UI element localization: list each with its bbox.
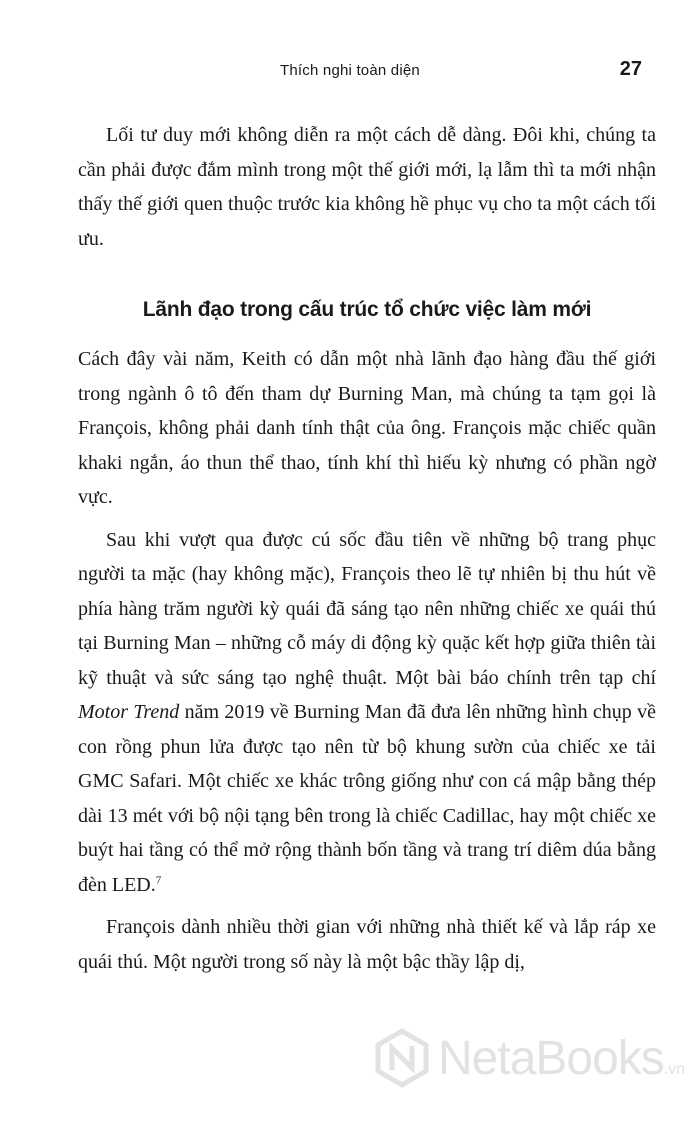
body-paragraph-2-text-b: năm 2019 về Burning Man đã đưa lên những hình chụp về con rồng phun lửa được tạo nên từ bộ khung sườn của chiếc xe tải GMC Safari. Một chiếc xe khác trông giống như con cá mập bằng thép dài 13 mét với bộ nội tạng bên trong là chiếc Cadillac, hay một chiếc xe buýt hai tầng có thể mở rộng thành bốn tầng và trang trí diêm dúa bằng đèn LED. <box>78 701 656 896</box>
body-paragraph-1: Cách đây vài năm, Keith có dẫn một nhà lãnh đạo hàng đầu thế giới trong ngành ô tô đến tham dự Burning Man, mà chúng ta tạm gọi là François, không phải danh tính thật của ông. François mặc chiếc quần khaki ngắn, áo thun thể thao, tính khí thì hiếu kỳ nhưng có phần ngờ vực. <box>78 348 656 508</box>
running-title: Thích nghi toàn diện <box>280 62 420 79</box>
page-header <box>0 58 700 88</box>
footnote-marker: 7 <box>155 873 162 886</box>
body-paragraph-3: François dành nhiều thời gian với những nhà thiết kế và lắp ráp xe quái thú. Một người trong số này là một bậc thầy lập dị, <box>78 916 656 973</box>
page-number: 27 <box>619 58 642 80</box>
watermark <box>372 1018 692 1098</box>
netabooks-logo-icon <box>372 1028 432 1088</box>
intro-paragraph: Lối tư duy mới không diễn ra một cách dễ dàng. Đôi khi, chúng ta cần phải được đắm mình trong một thế giới mới, lạ lẫm thì ta mới nhận thấy thế giới quen thuộc trước kia không hề phục vụ cho ta một cách tối ưu. <box>78 124 656 250</box>
magazine-title: Motor Trend <box>78 701 180 723</box>
watermark-text <box>438 1031 685 1086</box>
body-paragraph-2-text-a: Sau khi vượt qua được cú sốc đầu tiên về những bộ trang phục người ta mặc (hay không mặc), François theo lẽ tự nhiên bị thu hút về phía hàng trăm người kỳ quái đã sáng tạo nên những chiếc xe quái thú tại Burning Man – những cỗ máy di động kỳ quặc kết hợp giữa thiên tài kỹ thuật và sức sáng tạo nghệ thuật. Một bài báo chính trên tạp chí <box>78 528 656 689</box>
body-paragraph-2 <box>78 523 656 903</box>
section-heading: Lãnh đạo trong cấu trúc tổ chức việc làm mới <box>142 298 592 321</box>
watermark-suffix: .vn <box>663 1060 686 1078</box>
page-body <box>78 118 656 979</box>
watermark-brand: NetaBooks <box>438 1031 664 1085</box>
